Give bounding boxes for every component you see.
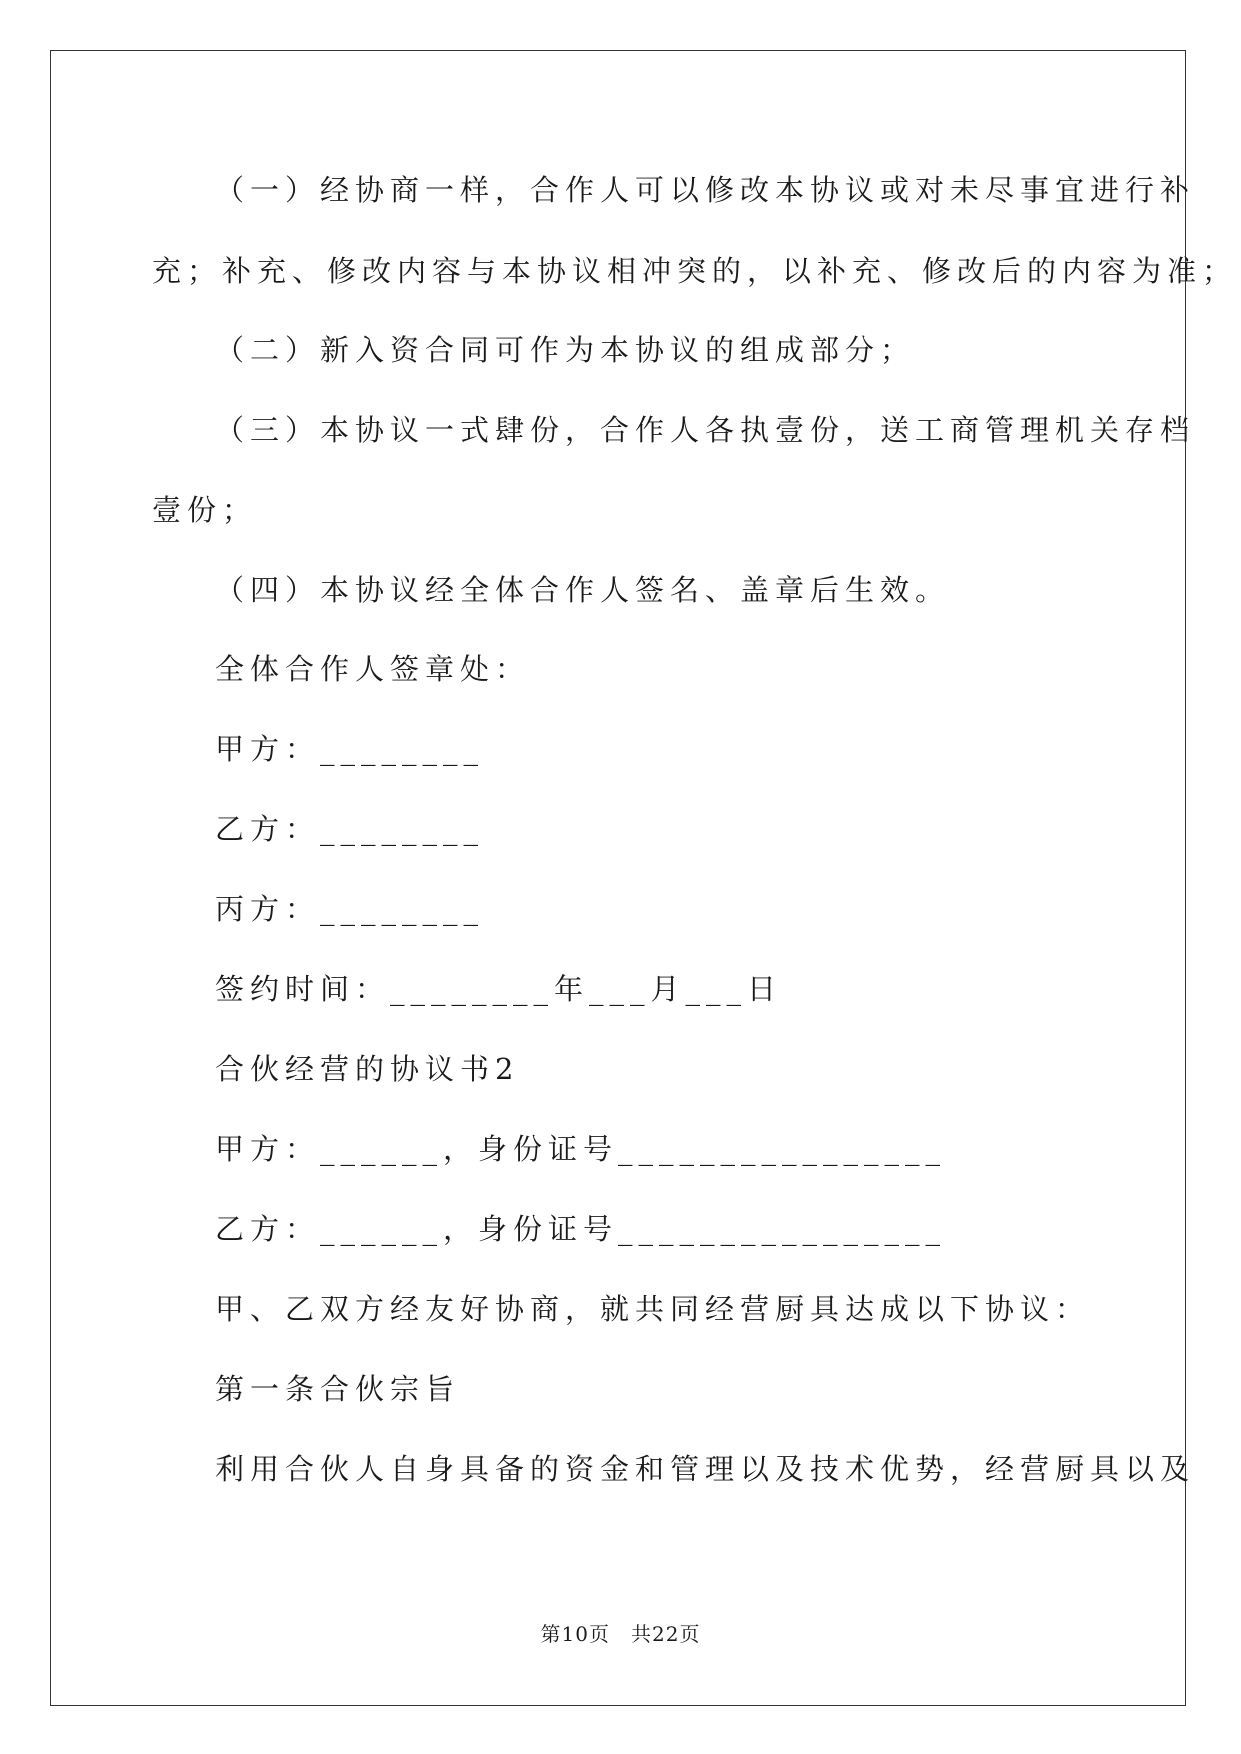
paragraph-line: 全体合作人签章处： [215,652,531,686]
paragraph-line: （四）本协议经全体合作人签名、盖章后生效。 [215,573,951,607]
party-a-line: 甲方：______，身份证号________________ [215,1132,947,1166]
paragraph-line: 利用合伙人自身具备的资金和管理以及技术优势，经营厨具以及 [215,1452,1196,1486]
paragraph-line: 充；补充、修改内容与本协议相冲突的，以补充、修改后的内容为准； [152,254,1238,288]
signature-line-party-a: 甲方：________ [215,732,485,766]
section-title: 合伙经营的协议书2 [215,1052,520,1086]
paragraph-line: 壹份； [152,493,258,527]
signing-date-line: 签约时间：________年___月___日 [215,972,783,1006]
article-heading: 第一条合伙宗旨 [215,1372,461,1406]
page-number-footer: 第10页 共22页 [540,1622,701,1646]
paragraph-line: （三）本协议一式肆份，合作人各执壹份，送工商管理机关存档 [215,413,1196,447]
paragraph-line: （一）经协商一样，合作人可以修改本协议或对未尽事宜进行补 [215,173,1196,207]
signature-line-party-b: 乙方：________ [215,812,485,846]
signature-line-party-c: 丙方：________ [215,892,485,926]
party-b-line: 乙方：______，身份证号________________ [215,1212,947,1246]
paragraph-line: 甲、乙双方经友好协商，就共同经营厨具达成以下协议： [215,1292,1091,1326]
paragraph-line: （二）新入资合同可作为本协议的组成部分； [215,333,916,367]
